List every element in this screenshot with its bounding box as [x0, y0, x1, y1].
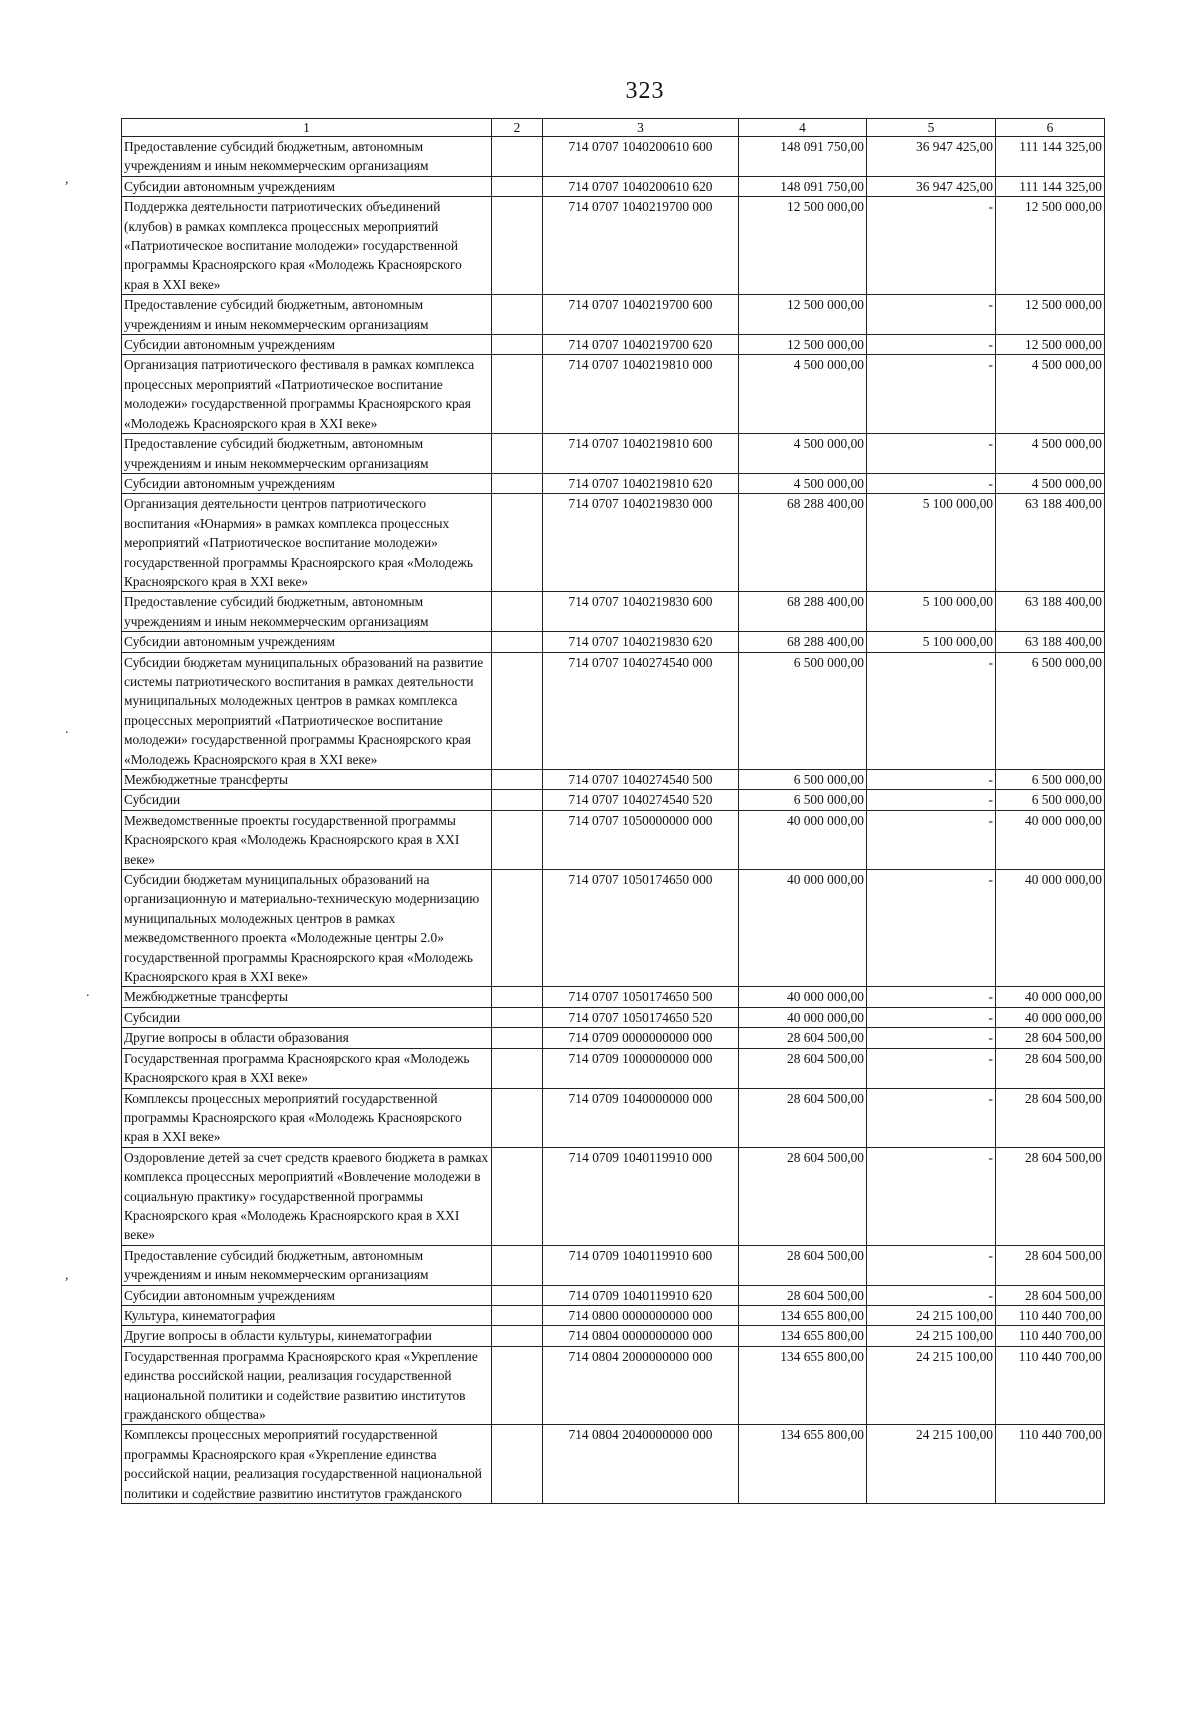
cell-code: 714 0707 1050000000 000 [543, 810, 739, 869]
cell-amount: 4 500 000,00 [739, 434, 867, 474]
table-row [122, 1245, 1105, 1285]
cell-amount-2026: - [867, 987, 996, 1007]
cell-name: Субсидии автономным учреждениям [122, 632, 492, 652]
table-row [122, 494, 1105, 592]
cell-col2 [492, 1048, 543, 1088]
table-row [122, 987, 1105, 1007]
cell-amount-2027: 40 000 000,00 [996, 810, 1105, 869]
cell-col2 [492, 494, 543, 592]
table-row [122, 473, 1105, 493]
table-row [122, 1088, 1105, 1147]
table-row [122, 137, 1105, 177]
cell-code: 714 0707 1050174650 520 [543, 1007, 739, 1027]
cell-amount-2027: 12 500 000,00 [996, 197, 1105, 295]
cell-code: 714 0804 0000000000 000 [543, 1326, 739, 1346]
budget-table [121, 118, 1105, 1504]
cell-amount-2026: - [867, 1028, 996, 1048]
cell-col2 [492, 295, 543, 335]
cell-col2 [492, 1028, 543, 1048]
cell-amount: 12 500 000,00 [739, 197, 867, 295]
margin-mark: . [65, 722, 69, 737]
cell-col2 [492, 197, 543, 295]
cell-code: 714 0709 1040119910 600 [543, 1245, 739, 1285]
cell-name: Субсидии бюджетам муниципальных образований на развитие системы патриотического воспитания в рамках деятельности муниципальных молодежных центров в рамках комплекса процессных мероприятий «Патриотическое воспитание молодежи» государственной программы Красноярского края «Молодежь Красноярского края в XXI веке» [122, 652, 492, 769]
cell-code: 714 0707 1040274540 500 [543, 770, 739, 790]
cell-code: 714 0707 1050174650 500 [543, 987, 739, 1007]
cell-amount-2026: - [867, 1245, 996, 1285]
cell-amount-2027: 4 500 000,00 [996, 473, 1105, 493]
cell-col2 [492, 1326, 543, 1346]
cell-amount: 134 655 800,00 [739, 1346, 867, 1425]
cell-col2 [492, 770, 543, 790]
cell-amount-2027: 111 144 325,00 [996, 176, 1105, 196]
cell-col2 [492, 473, 543, 493]
cell-amount-2026: - [867, 473, 996, 493]
cell-name: Комплексы процессных мероприятий государственной программы Красноярского края «Укрепление единства российской нации, реализация государственной национальной политики и содействие развитию институтов гражданского [122, 1425, 492, 1504]
table-row [122, 1147, 1105, 1245]
cell-amount-2026: - [867, 1147, 996, 1245]
table-row [122, 335, 1105, 355]
cell-amount: 134 655 800,00 [739, 1425, 867, 1504]
cell-col2 [492, 790, 543, 810]
margin-mark: , [65, 1268, 69, 1283]
column-header: 1 [122, 119, 492, 137]
cell-amount-2026: - [867, 434, 996, 474]
cell-amount: 134 655 800,00 [739, 1305, 867, 1325]
column-header: 5 [867, 119, 996, 137]
cell-amount-2026: - [867, 810, 996, 869]
cell-name: Другие вопросы в области образования [122, 1028, 492, 1048]
cell-amount-2027: 4 500 000,00 [996, 434, 1105, 474]
table-body [122, 137, 1105, 1504]
cell-amount-2027: 40 000 000,00 [996, 870, 1105, 987]
cell-name: Межбюджетные трансферты [122, 987, 492, 1007]
cell-amount-2027: 63 188 400,00 [996, 494, 1105, 592]
cell-name: Субсидии автономным учреждениям [122, 335, 492, 355]
cell-col2 [492, 176, 543, 196]
cell-amount-2026: 24 215 100,00 [867, 1346, 996, 1425]
cell-col2 [492, 987, 543, 1007]
cell-amount-2027: 28 604 500,00 [996, 1088, 1105, 1147]
cell-col2 [492, 1147, 543, 1245]
cell-amount: 68 288 400,00 [739, 494, 867, 592]
cell-amount: 6 500 000,00 [739, 790, 867, 810]
cell-amount-2027: 110 440 700,00 [996, 1425, 1105, 1504]
cell-code: 714 0800 0000000000 000 [543, 1305, 739, 1325]
margin-mark: . [86, 985, 90, 1000]
cell-amount-2027: 28 604 500,00 [996, 1285, 1105, 1305]
cell-col2 [492, 1088, 543, 1147]
cell-code: 714 0707 1040219830 600 [543, 592, 739, 632]
cell-amount-2027: 28 604 500,00 [996, 1245, 1105, 1285]
cell-amount: 148 091 750,00 [739, 137, 867, 177]
cell-name: Предоставление субсидий бюджетным, автономным учреждениям и иным некоммерческим организациям [122, 592, 492, 632]
cell-name: Субсидии [122, 1007, 492, 1027]
cell-name: Предоставление субсидий бюджетным, автономным учреждениям и иным некоммерческим организациям [122, 1245, 492, 1285]
cell-col2 [492, 1245, 543, 1285]
cell-amount-2027: 28 604 500,00 [996, 1048, 1105, 1088]
cell-code: 714 0707 1040200610 600 [543, 137, 739, 177]
cell-name: Организация патриотического фестиваля в рамках комплекса процессных мероприятий «Патриотическое воспитание молодежи» государственной программы Красноярского края «Молодежь Красноярского края в XXI веке» [122, 355, 492, 434]
cell-amount-2026: - [867, 335, 996, 355]
table-row [122, 770, 1105, 790]
cell-code: 714 0804 2040000000 000 [543, 1425, 739, 1504]
cell-col2 [492, 1305, 543, 1325]
cell-amount: 28 604 500,00 [739, 1147, 867, 1245]
cell-col2 [492, 335, 543, 355]
cell-name: Комплексы процессных мероприятий государственной программы Красноярского края «Молодежь Красноярского края в XXI веке» [122, 1088, 492, 1147]
cell-col2 [492, 632, 543, 652]
cell-name: Организация деятельности центров патриотического воспитания «Юнармия» в рамках комплекса процессных мероприятий «Патриотическое воспитание молодежи» государственной программы Красноярского края «Молодежь Красноярского края в XXI веке» [122, 494, 492, 592]
cell-amount-2026: 36 947 425,00 [867, 137, 996, 177]
cell-col2 [492, 137, 543, 177]
cell-code: 714 0707 1040219830 620 [543, 632, 739, 652]
margin-mark: , [65, 172, 69, 187]
cell-amount-2026: - [867, 295, 996, 335]
cell-amount-2027: 63 188 400,00 [996, 592, 1105, 632]
table-row [122, 295, 1105, 335]
cell-code: 714 0707 1040219810 600 [543, 434, 739, 474]
cell-amount-2026: 5 100 000,00 [867, 632, 996, 652]
cell-code: 714 0707 1040219810 620 [543, 473, 739, 493]
cell-code: 714 0707 1040200610 620 [543, 176, 739, 196]
table-row [122, 632, 1105, 652]
cell-name: Предоставление субсидий бюджетным, автономным учреждениям и иным некоммерческим организациям [122, 434, 492, 474]
cell-amount-2027: 12 500 000,00 [996, 295, 1105, 335]
cell-amount-2027: 28 604 500,00 [996, 1028, 1105, 1048]
cell-amount-2027: 12 500 000,00 [996, 335, 1105, 355]
cell-amount: 28 604 500,00 [739, 1285, 867, 1305]
cell-amount-2027: 63 188 400,00 [996, 632, 1105, 652]
cell-col2 [492, 1346, 543, 1425]
cell-code: 714 0707 1040274540 000 [543, 652, 739, 769]
cell-amount: 6 500 000,00 [739, 770, 867, 790]
cell-col2 [492, 1285, 543, 1305]
cell-amount: 40 000 000,00 [739, 810, 867, 869]
cell-code: 714 0707 1040274540 520 [543, 790, 739, 810]
cell-name: Межбюджетные трансферты [122, 770, 492, 790]
table-row [122, 592, 1105, 632]
cell-amount-2027: 110 440 700,00 [996, 1305, 1105, 1325]
cell-amount-2026: - [867, 790, 996, 810]
cell-amount-2026: - [867, 1048, 996, 1088]
cell-code: 714 0707 1040219700 000 [543, 197, 739, 295]
cell-code: 714 0709 1040119910 620 [543, 1285, 739, 1305]
cell-name: Оздоровление детей за счет средств краевого бюджета в рамках комплекса процессных мероприятий «Вовлечение молодежи в социальную практику» государственной программы Красноярского края «Молодежь Красноярского края в XXI веке» [122, 1147, 492, 1245]
cell-amount: 68 288 400,00 [739, 592, 867, 632]
table-row [122, 1285, 1105, 1305]
cell-amount-2027: 110 440 700,00 [996, 1326, 1105, 1346]
table-row [122, 870, 1105, 987]
table-row [122, 652, 1105, 769]
cell-col2 [492, 1425, 543, 1504]
cell-amount: 12 500 000,00 [739, 295, 867, 335]
cell-name: Межведомственные проекты государственной программы Красноярского края «Молодежь Красноярского края в XXI веке» [122, 810, 492, 869]
cell-name: Субсидии автономным учреждениям [122, 176, 492, 196]
cell-amount-2026: 5 100 000,00 [867, 494, 996, 592]
cell-amount: 148 091 750,00 [739, 176, 867, 196]
cell-amount-2026: - [867, 1285, 996, 1305]
cell-amount: 28 604 500,00 [739, 1245, 867, 1285]
cell-col2 [492, 355, 543, 434]
cell-amount-2027: 4 500 000,00 [996, 355, 1105, 434]
cell-amount-2026: - [867, 770, 996, 790]
column-header: 2 [492, 119, 543, 137]
cell-amount-2027: 6 500 000,00 [996, 652, 1105, 769]
cell-code: 714 0707 1050174650 000 [543, 870, 739, 987]
cell-amount-2027: 111 144 325,00 [996, 137, 1105, 177]
table-row [122, 810, 1105, 869]
cell-amount-2027: 6 500 000,00 [996, 770, 1105, 790]
cell-amount: 40 000 000,00 [739, 987, 867, 1007]
table-row [122, 1305, 1105, 1325]
cell-amount: 6 500 000,00 [739, 652, 867, 769]
cell-amount: 28 604 500,00 [739, 1028, 867, 1048]
cell-amount-2026: - [867, 652, 996, 769]
cell-amount-2026: 36 947 425,00 [867, 176, 996, 196]
page-number: 323 [625, 78, 665, 104]
table-row [122, 197, 1105, 295]
cell-amount: 4 500 000,00 [739, 355, 867, 434]
column-header: 3 [543, 119, 739, 137]
cell-amount-2026: - [867, 355, 996, 434]
table-row [122, 1028, 1105, 1048]
cell-amount: 12 500 000,00 [739, 335, 867, 355]
cell-amount: 68 288 400,00 [739, 632, 867, 652]
cell-amount-2026: - [867, 197, 996, 295]
cell-amount-2027: 28 604 500,00 [996, 1147, 1105, 1245]
cell-code: 714 0709 1040000000 000 [543, 1088, 739, 1147]
cell-name: Государственная программа Красноярского края «Молодежь Красноярского края в XXI веке» [122, 1048, 492, 1088]
cell-amount-2026: 24 215 100,00 [867, 1425, 996, 1504]
cell-code: 714 0709 1040119910 000 [543, 1147, 739, 1245]
table-row [122, 1048, 1105, 1088]
cell-amount: 40 000 000,00 [739, 1007, 867, 1027]
cell-amount-2027: 40 000 000,00 [996, 1007, 1105, 1027]
cell-name: Культура, кинематография [122, 1305, 492, 1325]
cell-code: 714 0707 1040219700 620 [543, 335, 739, 355]
column-header: 6 [996, 119, 1105, 137]
table-row [122, 176, 1105, 196]
cell-name: Государственная программа Красноярского края «Укрепление единства российской нации, реализация государственной национальной политики и содействие развитию институтов гражданского общества» [122, 1346, 492, 1425]
cell-code: 714 0709 0000000000 000 [543, 1028, 739, 1048]
cell-amount: 40 000 000,00 [739, 870, 867, 987]
cell-code: 714 0804 2000000000 000 [543, 1346, 739, 1425]
header-row [122, 119, 1105, 137]
cell-amount: 134 655 800,00 [739, 1326, 867, 1346]
cell-name: Субсидии бюджетам муниципальных образований на организационную и материально-техническую модернизацию муниципальных молодежных центров в рамках межведомственного проекта «Молодежные центры 2.0» государственной программы Красноярского края «Молодежь Красноярского края в XXI веке» [122, 870, 492, 987]
cell-col2 [492, 592, 543, 632]
cell-name: Субсидии автономным учреждениям [122, 1285, 492, 1305]
cell-name: Субсидии автономным учреждениям [122, 473, 492, 493]
cell-col2 [492, 810, 543, 869]
table-row [122, 1425, 1105, 1504]
cell-col2 [492, 870, 543, 987]
cell-amount-2026: - [867, 1088, 996, 1147]
cell-col2 [492, 434, 543, 474]
column-header: 4 [739, 119, 867, 137]
cell-name: Субсидии [122, 790, 492, 810]
cell-col2 [492, 652, 543, 769]
cell-name: Предоставление субсидий бюджетным, автономным учреждениям и иным некоммерческим организациям [122, 295, 492, 335]
cell-amount-2026: 24 215 100,00 [867, 1326, 996, 1346]
cell-name: Предоставление субсидий бюджетным, автономным учреждениям и иным некоммерческим организациям [122, 137, 492, 177]
cell-amount-2027: 6 500 000,00 [996, 790, 1105, 810]
cell-code: 714 0709 1000000000 000 [543, 1048, 739, 1088]
table-row [122, 1007, 1105, 1027]
cell-name: Поддержка деятельности патриотических объединений (клубов) в рамках комплекса процессных мероприятий «Патриотическое воспитание молодежи» государственной программы Красноярского края «Молодежь Красноярского края в XXI веке» [122, 197, 492, 295]
cell-amount-2027: 110 440 700,00 [996, 1346, 1105, 1425]
table-row [122, 434, 1105, 474]
cell-amount-2026: - [867, 1007, 996, 1027]
cell-amount: 4 500 000,00 [739, 473, 867, 493]
cell-amount-2026: 5 100 000,00 [867, 592, 996, 632]
cell-col2 [492, 1007, 543, 1027]
cell-amount-2026: - [867, 870, 996, 987]
table-row [122, 355, 1105, 434]
cell-code: 714 0707 1040219810 000 [543, 355, 739, 434]
table-row [122, 1346, 1105, 1425]
cell-code: 714 0707 1040219830 000 [543, 494, 739, 592]
cell-amount-2026: 24 215 100,00 [867, 1305, 996, 1325]
cell-code: 714 0707 1040219700 600 [543, 295, 739, 335]
table-row [122, 790, 1105, 810]
cell-name: Другие вопросы в области культуры, кинематографии [122, 1326, 492, 1346]
cell-amount: 28 604 500,00 [739, 1048, 867, 1088]
cell-amount: 28 604 500,00 [739, 1088, 867, 1147]
table-row [122, 1326, 1105, 1346]
cell-amount-2027: 40 000 000,00 [996, 987, 1105, 1007]
